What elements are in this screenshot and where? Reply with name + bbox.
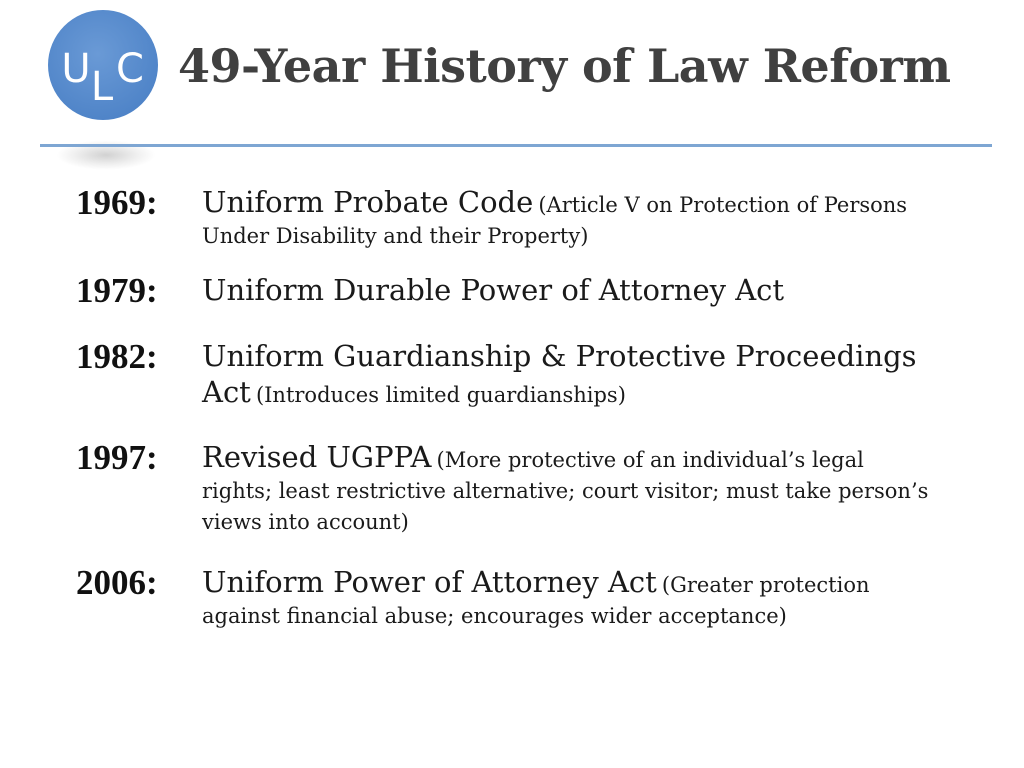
entry-act-name: Uniform Probate Code [202, 185, 534, 219]
history-entry-2006 [76, 564, 936, 632]
entry-description [202, 338, 936, 411]
entry-act-name: Revised UGPPA [202, 440, 432, 474]
entry-note: (Article V on Protection of Persons Under Disability and their Property) [202, 193, 908, 248]
logo-letter-l: L [90, 64, 114, 110]
entry-description [202, 439, 936, 538]
entry-year: 1982: [76, 337, 158, 376]
history-list [76, 184, 936, 632]
history-entry-1997 [76, 439, 936, 538]
page-title: 49-Year History of Law Reform [178, 39, 951, 93]
entry-description [202, 564, 936, 632]
ulc-logo [46, 8, 160, 122]
entry-year: 2006: [76, 563, 158, 602]
logo-letter-u: U [61, 46, 91, 92]
entry-description [202, 272, 936, 308]
entry-year: 1997: [76, 438, 158, 477]
entry-note: (Introduces limited guardianships) [255, 383, 626, 407]
logo-letter-c: C [116, 46, 144, 92]
entry-year: 1979: [76, 271, 158, 310]
history-entry-1979 [76, 272, 936, 310]
entry-description [202, 184, 936, 252]
entry-act-name: Uniform Power of Attorney Act [202, 565, 657, 599]
entry-act-name: Uniform Guardianship & Protective Proceedings Act [202, 339, 917, 409]
entry-year: 1969: [76, 183, 158, 222]
entry-note: (Greater protection against financial abuse; encourages wider acceptance) [202, 573, 870, 628]
entry-act-name: Uniform Durable Power of Attorney Act [202, 273, 785, 307]
title-divider [40, 144, 992, 147]
history-entry-1969 [76, 184, 936, 252]
entry-note: (More protective of an individual’s legal rights; least restrictive alternative; court visitor; must take person’s views into account) [202, 448, 929, 534]
history-entry-1982 [76, 338, 936, 411]
